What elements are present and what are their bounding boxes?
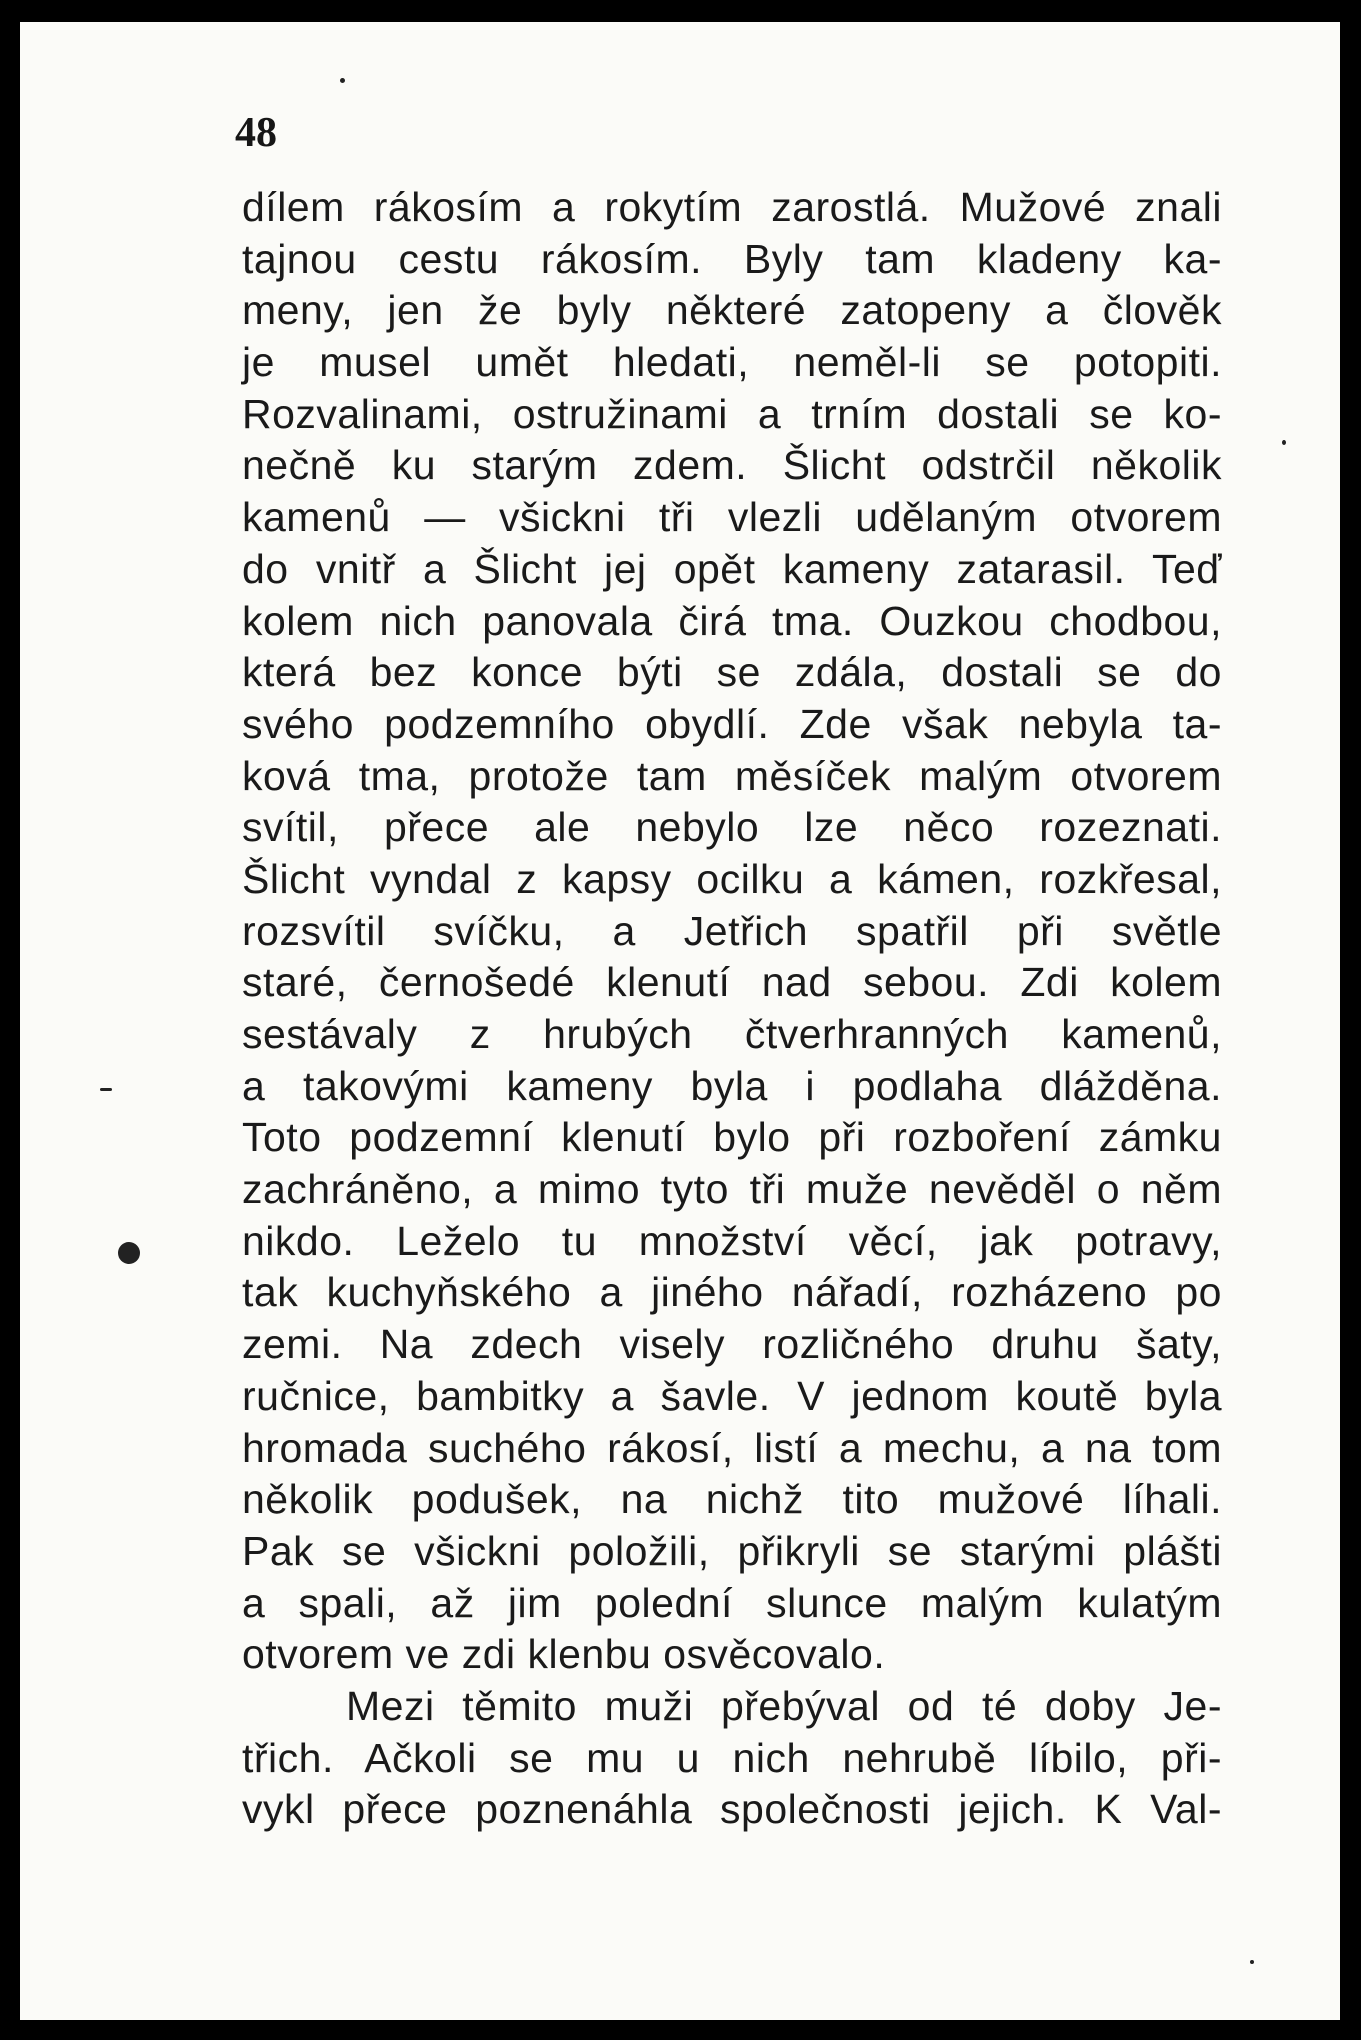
text-line: ková tma, protože tam měsíček malým otvorem [242,752,1222,799]
text-line: Mezi těmito muži přebýval od té doby Je- [346,1682,1222,1729]
ink-speck [1250,1960,1254,1964]
text-line: a takovými kameny byla i podlaha dlážděna. [242,1062,1222,1109]
text-line: zemi. Na zdech visely rozličného druhu šaty, [242,1321,1222,1368]
text-line: staré, černošedé klenutí nad sebou. Zdi kolem [242,959,1222,1006]
text-line: vykl přece poznenáhla společnosti jejich. K Val- [242,1786,1222,1833]
text-line: nečně ku starým zdem. Šlicht odstrčil několik [242,442,1222,489]
text-line: sestávaly z hrubých čtverhranných kamenů, [242,1011,1222,1057]
text-line: Pak se všickni položili, přikryli se starými plášti [242,1527,1222,1574]
text-line: Šlicht vyndal z kapsy ocilku a kámen, rozkřesal, [242,855,1222,902]
body-text [242,182,1222,1836]
text-line: Toto podzemní klenutí bylo při rozboření zámku [242,1114,1222,1161]
text-line: svítil, přece ale nebylo lze něco rozeznati. [242,804,1222,851]
page-number: 48 [235,110,277,156]
text-line: kolem nich panovala čirá tma. Ouzkou chodbou, [242,597,1222,644]
text-line: svého podzemního obydlí. Zde však nebyla ta- [242,700,1222,747]
text-line: do vnitř a Šlicht jej opět kameny zatarasil. Teď [242,545,1222,592]
text-line: ručnice, bambitky a šavle. V jednom koutě byla [242,1372,1222,1419]
text-line: rozsvítil svíčku, a Jetřich spatřil při světle [242,907,1222,954]
ink-speck [100,1088,112,1091]
ink-speck [1282,440,1286,445]
text-line: dílem rákosím a rokytím zarostlá. Mužové znali [242,184,1222,230]
ink-speck [118,1242,140,1264]
text-line: několik podušek, na nichž tito mužové líhali. [242,1476,1222,1523]
text-line: tak kuchyňského a jiného nářadí, rozházeno po [242,1269,1222,1316]
text-line: hromada suchého rákosí, listí a mechu, a na tom [242,1424,1222,1471]
text-line: otvorem ve zdi klenbu osvěcovalo. [242,1631,886,1678]
text-line: nikdo. Leželo tu množství věcí, jak potravy, [242,1217,1222,1264]
text-line: meny, jen že byly některé zatopeny a člověk [242,287,1222,334]
text-line: která bez konce býti se zdála, dostali se do [242,649,1222,696]
text-line: třich. Ačkoli se mu u nich nehrubě líbilo, při- [242,1734,1222,1781]
text-line: je musel umět hledati, neměl-li se potopiti. [242,339,1222,386]
text-line: tajnou cestu rákosím. Byly tam kladeny ka- [242,235,1222,282]
ink-speck [340,78,345,83]
text-line: a spali, až jim polední slunce malým kulatým [242,1579,1222,1626]
text-line: kamenů — všickni tři vlezli udělaným otvorem [242,494,1222,541]
text-line: zachráněno, a mimo tyto tři muže nevěděl o něm [242,1166,1222,1213]
text-line: Rozvalinami, ostružinami a trním dostali se ko- [242,390,1222,437]
